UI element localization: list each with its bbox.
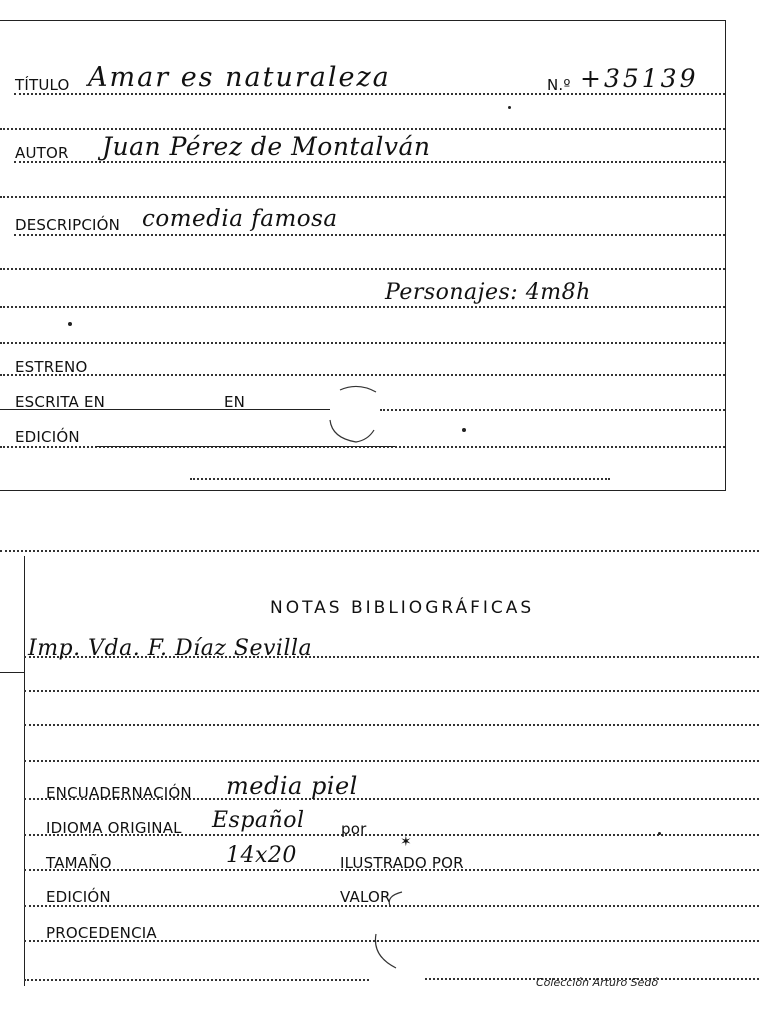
idioma-value: Español (212, 808, 305, 833)
encuadernacion-value: media piel (226, 772, 358, 800)
rule-line (24, 690, 759, 692)
rule-line (190, 478, 610, 480)
rule-line (14, 161, 725, 163)
rule-line (24, 979, 369, 981)
card-top-border (0, 550, 759, 552)
rule-line (380, 409, 725, 411)
numero-value: +35139 (580, 64, 699, 93)
idioma-label: IDIOMA ORIGINAL (46, 819, 182, 837)
ink-speck (68, 322, 72, 326)
front-catalog-card (0, 0, 759, 500)
titulo-label: TÍTULO (15, 76, 70, 94)
tamano-value: 14x20 (226, 843, 297, 868)
ink-speck (462, 428, 466, 432)
titulo-value: Amar es naturaleza (88, 62, 391, 93)
rule-line (0, 196, 725, 198)
back-catalog-card (0, 536, 759, 1028)
rule-line (0, 374, 725, 376)
procedencia-label: PROCEDENCIA (46, 924, 157, 942)
escrita-en-label: ESCRITA EN (15, 393, 106, 411)
card-right-border (725, 20, 726, 490)
en-label: EN (224, 393, 246, 411)
card-left-border (24, 556, 25, 986)
personajes-value: Personajes: 4m8h (385, 280, 591, 305)
card-edge-tick (0, 672, 24, 673)
ink-speck (508, 106, 511, 109)
ilustrado-label: ILUSTRADO POR (340, 854, 464, 872)
rule-line (24, 724, 759, 726)
autor-label: AUTOR (15, 144, 69, 162)
ink-mark: ✶ (400, 834, 412, 850)
coleccion-footer: Colección Arturo Sedó (536, 976, 659, 989)
edicion-label: EDICIÓN (46, 888, 111, 906)
ink-speck (658, 832, 661, 835)
descripcion-label: DESCRIPCIÓN (15, 216, 121, 234)
notas-value: Imp. Vda. F. Díaz Sevilla (28, 636, 313, 661)
rule-line (0, 128, 725, 130)
rule-line (24, 760, 759, 762)
edicion-label: EDICIÓN (15, 428, 80, 446)
valor-label: VALOR (340, 888, 391, 906)
rule-line (0, 306, 725, 308)
numero-label: N.º (547, 76, 571, 94)
estreno-label: ESTRENO (15, 358, 88, 376)
punch-hole-mark (362, 884, 422, 974)
punch-hole-mark (318, 380, 388, 450)
card-bottom-border (0, 490, 726, 491)
card-top-border (0, 20, 726, 21)
rule-line (0, 342, 725, 344)
rule-line (14, 93, 725, 95)
autor-value: Juan Pérez de Montalván (102, 132, 431, 161)
descripcion-value: comedia famosa (142, 206, 338, 232)
tamano-label: TAMAÑO (46, 854, 112, 872)
por-label: por (341, 820, 367, 838)
rule-line (0, 268, 725, 270)
notas-heading: NOTAS BIBLIOGRÁFICAS (270, 598, 535, 618)
rule-line (14, 234, 725, 236)
encuadernacion-label: ENCUADERNACIÓN (46, 784, 192, 802)
